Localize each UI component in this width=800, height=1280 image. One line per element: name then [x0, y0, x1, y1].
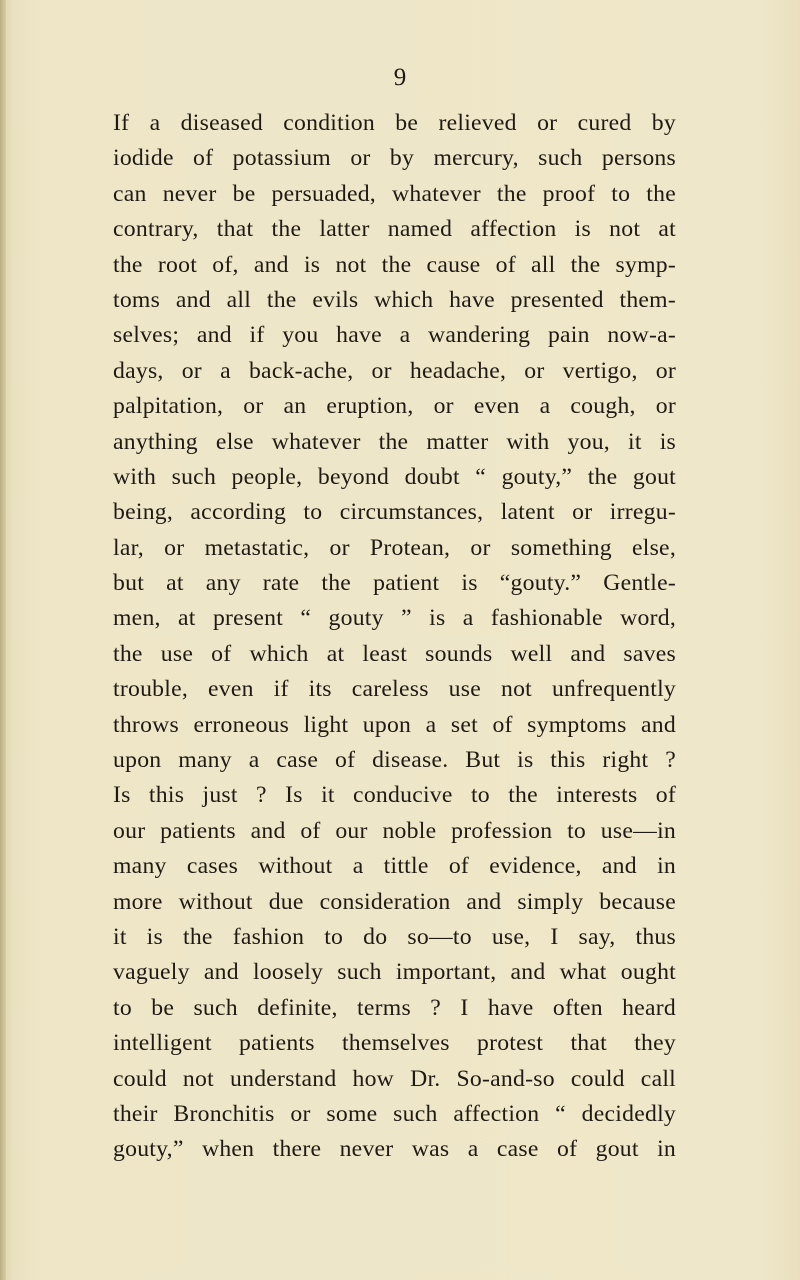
text-line: their Bronchitis or some such affection “ decidedly	[113, 1100, 676, 1127]
text-line: vaguely and loosely such important, and what ought	[113, 959, 676, 986]
text-line: toms and all the evils which have presented them-	[113, 286, 676, 313]
text-line: contrary, that the latter named affection is not at	[113, 216, 676, 243]
text-line: trouble, even if its careless use not unfrequently	[113, 676, 676, 703]
text-line: iodide of potassium or by mercury, such persons	[113, 145, 676, 172]
text-line: many cases without a tittle of evidence, and in	[113, 853, 676, 880]
text-line: anything else whatever the matter with you, it is	[113, 428, 676, 455]
text-line: gouty,” when there never was a case of gout in	[113, 1136, 676, 1163]
text-line: selves; and if you have a wandering pain now-a-	[113, 322, 676, 349]
text-line: intelligent patients themselves protest that they	[113, 1030, 676, 1057]
text-line: being, according to circumstances, latent or irregu-	[113, 499, 676, 526]
text-line: can never be persuaded, whatever the proof to the	[113, 180, 676, 207]
text-line: palpitation, or an eruption, or even a cough, or	[113, 393, 676, 420]
text-line: to be such definite, terms ? I have often heard	[113, 994, 676, 1021]
text-line: the root of, and is not the cause of all the symp-	[113, 251, 676, 278]
text-line: the use of which at least sounds well and saves	[113, 640, 676, 667]
page-edge-shadow	[0, 0, 6, 1280]
body-text	[113, 106, 676, 1168]
text-line: more without due consideration and simply because	[113, 888, 676, 915]
text-line: could not understand how Dr. So-and-so could call	[113, 1065, 676, 1092]
text-line: If a diseased condition be relieved or cured by	[113, 110, 676, 136]
page-number: 9	[393, 64, 407, 91]
text-line: lar, or metastatic, or Protean, or something else,	[113, 534, 676, 561]
text-line: but at any rate the patient is “gouty.” Gentle-	[113, 570, 676, 597]
text-line: Is this just ? Is it conducive to the interests of	[113, 782, 676, 809]
text-line: it is the fashion to do so—to use, I say, thus	[113, 923, 676, 950]
text-line: throws erroneous light upon a set of symptoms and	[113, 711, 676, 738]
text-line: men, at present “ gouty ” is a fashionable word,	[113, 605, 676, 632]
text-line: upon many a case of disease. But is this right ?	[113, 747, 676, 774]
text-line: our patients and of our noble profession to use—in	[113, 817, 676, 844]
text-line: with such people, beyond doubt “ gouty,” the gout	[113, 463, 676, 490]
text-line: days, or a back-ache, or headache, or vertigo, or	[113, 357, 676, 384]
